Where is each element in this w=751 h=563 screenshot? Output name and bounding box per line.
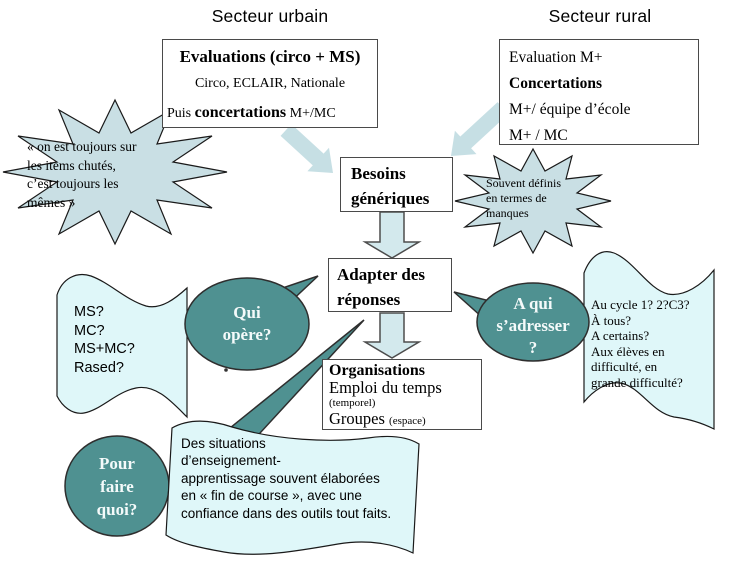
right-starburst-text	[486, 176, 590, 221]
organisations-line4	[329, 409, 481, 431]
right-starburst-line: en termes de	[486, 191, 547, 205]
adapter-line: Adapter des	[337, 265, 425, 284]
organisations-box	[322, 359, 482, 430]
left-starburst-text	[27, 138, 187, 213]
qui-opere-line: Qui	[233, 303, 261, 322]
organisations-line4-main: Groupes	[329, 409, 390, 428]
pour-faire-line: quoi?	[96, 500, 138, 519]
right-flag-line: grande difficulté?	[591, 374, 683, 390]
rural-box-line2: Concertations	[509, 75, 602, 92]
left-flag-line: MS?	[74, 304, 104, 320]
left-flag-line: Rased?	[74, 359, 124, 376]
organisations-line4-small: (espace)	[389, 415, 426, 427]
urban-evaluations-box	[162, 39, 378, 128]
right-flag-line: Aux élèves en	[591, 343, 665, 359]
besoins-line: Besoins	[351, 164, 406, 183]
right-flag-line: difficulté, en	[591, 359, 658, 375]
left-starburst-line: les items chutés,	[27, 157, 116, 173]
right-flag-line: A certains?	[591, 328, 650, 344]
header-secteur-rural: Secteur rural	[548, 6, 652, 26]
bottom-flag-text	[181, 435, 421, 522]
bottom-flag-line: en « fin de course », avec une	[181, 488, 362, 504]
rural-box-line1: Evaluation M+	[509, 49, 603, 66]
left-flag-text	[74, 303, 174, 377]
adapter-line: réponses	[337, 290, 401, 309]
adapter-reponses-box	[328, 258, 452, 312]
a-qui-line: A qui	[513, 294, 553, 313]
organisations-title: Organisations	[329, 362, 426, 379]
left-flag-line: MC?	[74, 322, 105, 339]
urban-box-line3-suffix: M+/MC	[286, 106, 336, 121]
bottom-flag-line: d’enseignement-	[181, 453, 281, 469]
left-starburst-line: c’est toujours les	[27, 176, 119, 192]
arrow-besoins-to-adapter	[365, 212, 419, 258]
bottom-flag-line: apprentissage souvent élaborées	[181, 470, 380, 486]
pour-faire-line: faire	[100, 477, 134, 496]
bottom-flag-line: confiance dans des outils tout faits.	[181, 505, 392, 521]
right-flag-line: À tous?	[591, 312, 632, 328]
bottom-flag-line: Des situations	[181, 436, 266, 451]
a-qui-line: s’adresser	[496, 316, 570, 335]
right-flag-line: Au cycle 1? 2?C3?	[591, 297, 690, 312]
rural-box-line3: M+/ équipe d’école	[509, 101, 631, 118]
urban-box-line2: Circo, ECLAIR, Nationale	[194, 76, 346, 91]
header-secteur-urbain: Secteur urbain	[211, 6, 329, 26]
organisations-line3: (temporel)	[329, 397, 376, 409]
rural-evaluations-box	[499, 39, 699, 145]
pour-faire-quoi-text	[65, 452, 169, 521]
urban-box-title: Evaluations (circo + MS)	[179, 47, 361, 66]
stray-dot	[224, 368, 228, 372]
arrow-adapter-to-organisations	[365, 313, 419, 358]
left-flag-line: MS+MC?	[74, 341, 135, 357]
right-starburst-line: manques	[486, 206, 529, 220]
besoins-line: génériques	[351, 189, 430, 208]
left-starburst-line: mêmes »	[27, 195, 76, 211]
besoins-generiques-box	[340, 157, 453, 212]
qui-opere-line: opère?	[222, 325, 272, 344]
organisations-line2: Emploi du temps	[329, 378, 442, 397]
a-qui-line: ?	[528, 338, 538, 357]
urban-box-line3-prefix: Puis	[167, 106, 195, 121]
arrow-urban-to-besoins	[281, 124, 333, 173]
left-starburst-line: « on est toujours sur	[27, 139, 137, 154]
right-flag-text	[591, 297, 716, 391]
qui-opere-text	[187, 302, 307, 346]
urban-box-line3-bold: concertations	[194, 104, 287, 121]
urban-box-line3	[167, 104, 373, 122]
pour-faire-line: Pour	[99, 454, 135, 473]
right-starburst-line: Souvent définis	[486, 176, 561, 190]
rural-box-line4: M+ / MC	[509, 127, 568, 144]
a-qui-sadresser-text	[473, 293, 593, 359]
